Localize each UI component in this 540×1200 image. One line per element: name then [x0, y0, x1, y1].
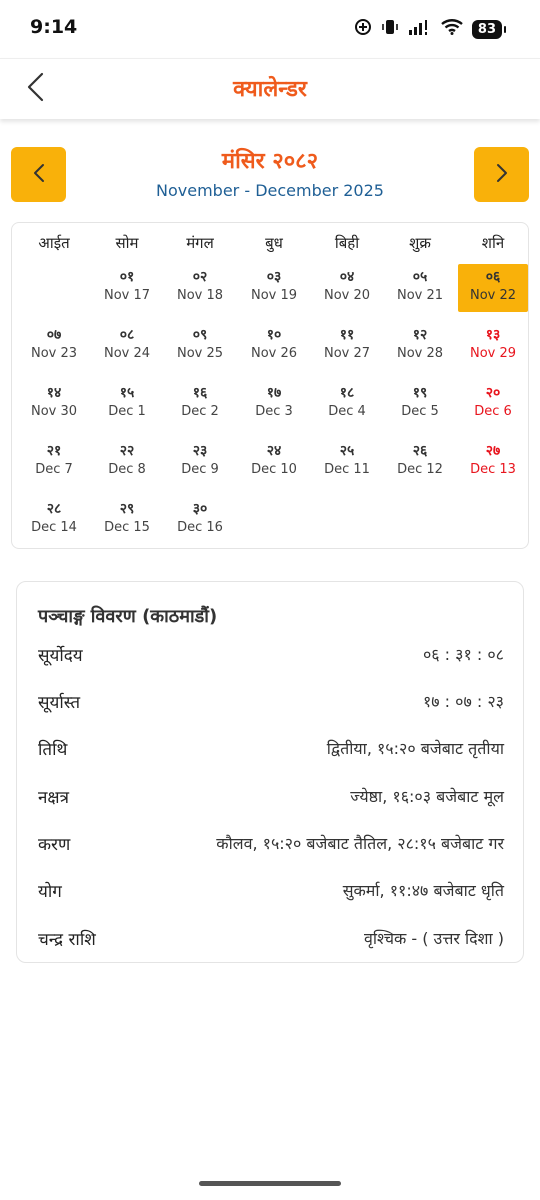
day-english: Dec 3 — [255, 404, 293, 419]
day-nepali: १० — [266, 327, 282, 343]
signal-icon — [408, 19, 432, 39]
panchang-value: ०६ : ३१ : ०८ — [422, 645, 504, 664]
calendar-day[interactable] — [92, 438, 162, 486]
calendar-day[interactable] — [92, 496, 162, 544]
day-nepali: ३० — [192, 501, 208, 517]
weekday-header: मंगल — [186, 234, 214, 252]
page-title: क्यालेन्डर — [233, 77, 307, 102]
panchang-label: चन्द्र राशि — [38, 930, 96, 950]
day-nepali: १७ — [266, 385, 282, 401]
calendar-day[interactable] — [312, 322, 382, 370]
day-english: Nov 26 — [250, 346, 298, 361]
day-english: Dec 5 — [401, 404, 439, 419]
calendar-day[interactable] — [92, 322, 162, 370]
calendar-day[interactable] — [312, 380, 382, 428]
panchang-label: योग — [38, 882, 62, 902]
calendar-day[interactable] — [165, 322, 235, 370]
day-nepali: २८ — [46, 501, 62, 517]
calendar-day[interactable] — [92, 380, 162, 428]
status-icons — [354, 18, 502, 40]
day-nepali: १६ — [192, 385, 208, 401]
weekday-header: आईत — [38, 234, 70, 252]
home-indicator[interactable] — [199, 1181, 341, 1186]
status-bar — [0, 0, 540, 58]
day-nepali: १५ — [119, 385, 135, 401]
panchang-value: द्वितीया, १५:२० बजेबाट तृतीया — [326, 739, 504, 758]
day-english: Nov 24 — [103, 346, 151, 361]
calendar-day[interactable] — [385, 438, 455, 486]
day-nepali: ०१ — [119, 269, 135, 285]
panchang-label: तिथि — [38, 740, 68, 760]
day-nepali: २६ — [412, 443, 428, 459]
day-english: Nov 23 — [30, 346, 78, 361]
month-title-nepali: मंसिर २०८२ — [221, 149, 319, 174]
panchang-value: सुकर्मा, ११:४७ बजेबाट धृति — [342, 881, 504, 900]
panchang-row-sunset — [38, 690, 504, 716]
day-english: Nov 18 — [176, 288, 224, 303]
day-nepali: ०९ — [192, 327, 208, 343]
calendar-day[interactable] — [19, 438, 89, 486]
day-english: Nov 19 — [250, 288, 298, 303]
day-english: Dec 1 — [108, 404, 146, 419]
calendar-day[interactable] — [385, 380, 455, 428]
day-english: Nov 29 — [469, 346, 517, 361]
calendar-day[interactable] — [312, 264, 382, 312]
panchang-label: नक्षत्र — [38, 788, 70, 808]
calendar-day[interactable] — [385, 264, 455, 312]
day-english: Dec 15 — [104, 520, 150, 535]
day-english: Dec 9 — [181, 462, 219, 477]
day-nepali: १४ — [46, 385, 62, 401]
weekday-header: सोम — [115, 234, 139, 252]
day-english: Dec 14 — [31, 520, 77, 535]
panchang-row-nakshatra — [38, 785, 504, 811]
panchang-row-sunrise — [38, 643, 504, 669]
day-nepali: १२ — [412, 327, 428, 343]
panchang-row-karan — [38, 832, 504, 858]
next-month-button[interactable] — [474, 147, 529, 202]
weekday-header: बुध — [265, 234, 283, 252]
calendar-day[interactable] — [165, 438, 235, 486]
calendar-day[interactable] — [165, 380, 235, 428]
day-english: Nov 20 — [323, 288, 371, 303]
calendar-day[interactable] — [165, 264, 235, 312]
panchang-label: सूर्यास्त — [38, 693, 81, 713]
day-english: Dec 10 — [251, 462, 297, 477]
battery-icon: 83 — [472, 20, 502, 39]
day-english: Dec 12 — [397, 462, 443, 477]
panchang-label: सूर्योदय — [38, 646, 83, 666]
day-english: Dec 2 — [181, 404, 219, 419]
day-english: Nov 21 — [396, 288, 444, 303]
day-nepali: ०५ — [412, 269, 428, 285]
day-nepali: २५ — [339, 443, 355, 459]
day-nepali: ११ — [339, 327, 355, 343]
panchang-row-yog — [38, 879, 504, 905]
panchang-row-chandra-rashi — [38, 927, 504, 953]
day-english: Dec 11 — [324, 462, 370, 477]
status-time: 9:14 — [30, 16, 78, 38]
day-nepali: २२ — [119, 443, 135, 459]
panchang-label: करण — [38, 835, 71, 855]
weekday-header: बिही — [334, 234, 360, 252]
day-nepali: ०६ — [485, 269, 501, 285]
day-nepali: ०४ — [339, 269, 355, 285]
calendar-day[interactable] — [165, 496, 235, 544]
sync-icon — [354, 18, 372, 40]
day-english: Nov 30 — [30, 404, 78, 419]
calendar-day[interactable] — [19, 496, 89, 544]
calendar-day[interactable] — [92, 264, 162, 312]
day-nepali: २९ — [119, 501, 135, 517]
day-nepali: २१ — [46, 443, 62, 459]
day-nepali: १९ — [412, 385, 428, 401]
day-nepali: ०७ — [46, 327, 62, 343]
panchang-value: ज्येष्ठा, १६:०३ बजेबाट मूल — [350, 787, 504, 806]
day-english: Nov 25 — [176, 346, 224, 361]
day-english: Nov 22 — [469, 288, 517, 303]
calendar-day[interactable] — [239, 380, 309, 428]
wifi-icon — [441, 19, 463, 39]
calendar-grid — [11, 222, 529, 549]
day-english: Dec 8 — [108, 462, 146, 477]
app-header — [0, 58, 540, 119]
panchang-value: १७ : ०७ : २३ — [422, 692, 504, 711]
day-nepali: २४ — [266, 443, 282, 459]
day-nepali: १३ — [485, 327, 501, 343]
day-english: Dec 13 — [470, 462, 516, 477]
day-nepali: २७ — [485, 443, 501, 459]
day-nepali: २३ — [192, 443, 208, 459]
calendar-day[interactable] — [458, 322, 528, 370]
day-english: Dec 16 — [177, 520, 223, 535]
panchang-value: वृश्चिक - ( उत्तर दिशा ) — [363, 929, 504, 948]
calendar-day[interactable] — [458, 380, 528, 428]
calendar-day[interactable] — [239, 322, 309, 370]
calendar-day[interactable] — [239, 438, 309, 486]
day-nepali: १८ — [339, 385, 355, 401]
calendar-day[interactable] — [458, 264, 528, 312]
day-nepali: २० — [485, 385, 501, 401]
panchang-card — [16, 581, 524, 963]
weekday-header-saturday: शनि — [481, 234, 505, 252]
calendar-day[interactable] — [312, 438, 382, 486]
calendar-day[interactable] — [19, 380, 89, 428]
day-english: Dec 7 — [35, 462, 73, 477]
calendar-day[interactable] — [458, 438, 528, 486]
calendar-day[interactable] — [239, 264, 309, 312]
month-title-english: November - December 2025 — [156, 181, 384, 200]
day-nepali: ०३ — [266, 269, 282, 285]
weekday-header: शुक्र — [409, 234, 431, 252]
day-english: Nov 17 — [103, 288, 151, 303]
day-english: Nov 27 — [323, 346, 371, 361]
day-english: Nov 28 — [396, 346, 444, 361]
chevron-right-icon — [495, 163, 509, 187]
panchang-value: कौलव, १५:२० बजेबाट तैतिल, २८:१५ बजेबाट गर — [216, 834, 504, 853]
calendar-day[interactable] — [19, 322, 89, 370]
panchang-row-tithi — [38, 737, 504, 763]
vibrate-icon — [381, 18, 399, 40]
calendar-day[interactable] — [385, 322, 455, 370]
day-nepali: ०८ — [119, 327, 135, 343]
day-english: Dec 4 — [328, 404, 366, 419]
day-english: Dec 6 — [474, 404, 512, 419]
day-nepali: ०२ — [192, 269, 208, 285]
panchang-title: पञ्चाङ्ग विवरण (काठमाडौं) — [38, 606, 218, 627]
